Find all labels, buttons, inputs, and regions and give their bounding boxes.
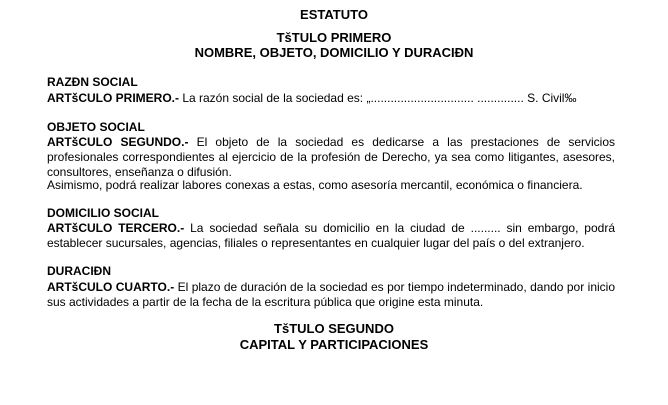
article-segundo-extra: Asimismo, podrá realizar labores conexas a estas, como asesoría mercantil, económica o financiera. xyxy=(47,178,583,192)
article-segundo-label: ARTšCULO SEGUNDO.- xyxy=(47,135,189,149)
article-segundo-text: El objeto de la sociedad es dedicarse a las prestaciones de servicios profesionales correspondientes al ejercicio de la profesión de Derecho, ya sea como litigantes, asesores, consultores, enseñanza o difusión. xyxy=(47,135,615,179)
document-title: ESTATUTO xyxy=(300,7,368,22)
article-cuarto xyxy=(47,280,615,310)
article-tercero xyxy=(47,221,615,251)
titulo-primero-subtitle: NOMBRE, OBJETO, DOMICILIO Y DURACIÐN xyxy=(194,45,474,60)
titulo-segundo-subtitle: CAPITAL Y PARTICIPACIONES xyxy=(239,337,429,352)
article-cuarto-text: El plazo de duración de la sociedad es por tiempo indeterminado, dando por inicio sus actividades a partir de la fecha de la escritura pública que origine esta minuta. xyxy=(47,280,615,309)
section-heading-objeto-social: OBJETO SOCIAL xyxy=(47,120,145,134)
article-primero-text: La razón social de la sociedad es: „............................... .............. S. Civil‰ xyxy=(179,91,577,105)
titulo-primero-label: TšTULO PRIMERO xyxy=(276,30,392,45)
section-heading-duracion: DURACIÐN xyxy=(47,264,111,278)
article-cuarto-label: ARTšCULO CUARTO.- xyxy=(47,280,175,294)
titulo-segundo-label: TšTULO SEGUNDO xyxy=(274,321,394,336)
article-tercero-label: ARTšCULO TERCERO.- xyxy=(47,221,185,235)
article-primero-label: ARTšCULO PRIMERO.- xyxy=(47,91,179,105)
article-primero xyxy=(47,91,615,106)
section-heading-razon-social: RAZÐN SOCIAL xyxy=(47,75,138,89)
article-segundo xyxy=(47,135,615,180)
article-tercero-text: La sociedad señala su domicilio en la ciudad de ......... sin embargo, podrá establecer sucursales, agencias, filiales o representantes en cualquier lugar del país o del extranjero. xyxy=(47,221,616,250)
section-heading-domicilio-social: DOMICILIO SOCIAL xyxy=(47,206,159,220)
